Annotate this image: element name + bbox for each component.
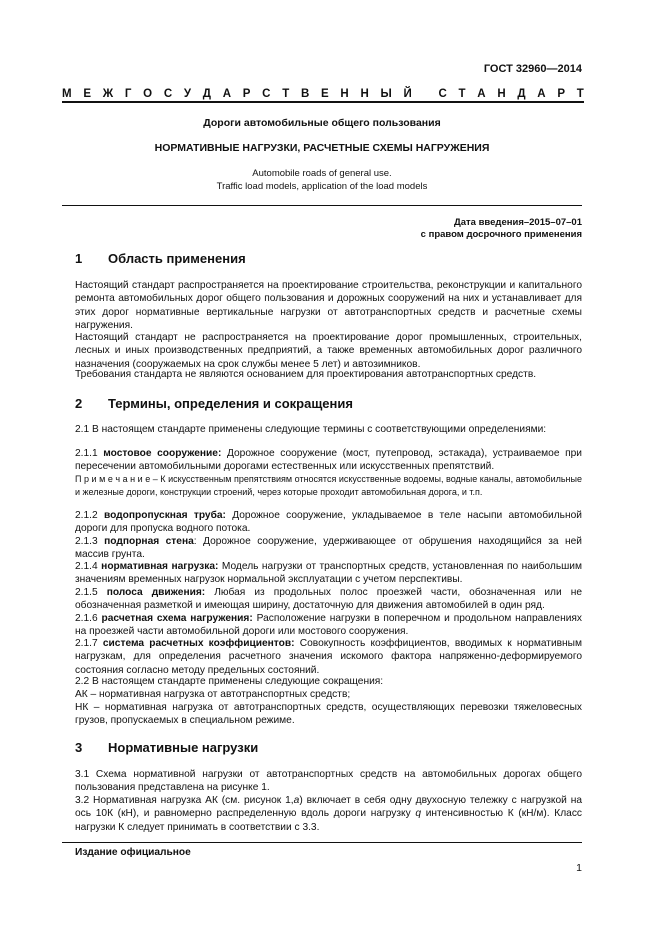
standard-title-letter: Т bbox=[282, 88, 290, 100]
term-definition: 2.1.4 нормативная нагрузка: Модель нагрузки от транспортных средств, установленная по наибольшим значениям временных нагрузок нормальной эксплуатации с учетом перспективы. bbox=[75, 561, 582, 586]
standard-title-letter: Т bbox=[576, 88, 584, 100]
term: нормативная нагрузка: bbox=[101, 561, 219, 572]
standard-title-letter: Ж bbox=[102, 88, 114, 100]
document-title: НОРМАТИВНЫЕ НАГРУЗКИ, РАСЧЕТНЫЕ СХЕМЫ НАГРУЖЕНИЯ bbox=[154, 142, 490, 154]
term: подпорная стена bbox=[104, 536, 194, 547]
early-application-note: с правом досрочного применения bbox=[420, 229, 582, 240]
standard-title-letter: У bbox=[183, 88, 192, 100]
standard-type-title bbox=[62, 88, 584, 100]
standard-title-letter: О bbox=[143, 88, 153, 100]
standard-title-letter bbox=[424, 88, 427, 100]
standard-title-letter: Н bbox=[360, 88, 369, 100]
gost-code: ГОСТ 32960—2014 bbox=[483, 63, 582, 75]
standard-title-letter: Д bbox=[517, 88, 526, 100]
term-definition: 2.1.5 полоса движения: Любая из продольных полос проезжей части, обозначенная или не обозначенная разметкой и имеющая ширину, достаточную для движения автомобилей в один ряд. bbox=[75, 587, 582, 612]
standard-title-letter: А bbox=[222, 88, 232, 100]
standard-title-letter: Ы bbox=[380, 88, 392, 100]
standard-title-letter: Н bbox=[497, 88, 506, 100]
standard-title-letter: С bbox=[438, 88, 447, 100]
term: система расчетных коэффициентов: bbox=[102, 638, 295, 649]
document-subject: Дороги автомобильные общего пользования bbox=[203, 117, 441, 129]
note: П р и м е ч а н и е – К искусственным препятствиям относятся искусственные водоемы, водные каналы, автомобильные и железные дороги, конструкции строений, через которые проходит автомобильная дорога, и т.п. bbox=[75, 474, 582, 497]
standard-title-letter: Т bbox=[458, 88, 466, 100]
standard-title-letter: Р bbox=[242, 88, 251, 100]
paragraph: 2.1 В настоящем стандарте применены следующие термины с соответствующими определениями: bbox=[75, 424, 547, 435]
section-title: Область применения bbox=[108, 251, 246, 266]
term-definition: 2.1.6 расчетная схема нагружения: Расположение нагрузки в поперечном и продольном направлениях на проезжей части автомобильной дороги или мостового сооружения. bbox=[75, 613, 582, 638]
paragraph: 3.2 Нормативная нагрузка АК (см. рисунок 1,а) включает в себя одну двухосную тележку с нагрузкой на ось 10К (кН), и равномерно распределенную вдоль дороги нагрузку q интенсивностью К (кН/м). Класс нагрузки К следует принимать в соответствии с 3.3. bbox=[75, 795, 583, 833]
term: расчетная схема нагружения: bbox=[101, 613, 253, 624]
term-definition: 2.1.7 система расчетных коэффициентов: Совокупность коэффициентов, вводимых к нормативным нагрузкам, для определения расчетного значения искомого фактора напряженно-деформируемого состояния согласно методу предельных состояний. bbox=[75, 638, 582, 676]
standard-title-letter: А bbox=[537, 88, 546, 100]
abbreviation: НК – нормативная нагрузка от автотранспортных средств, осуществляющих перевозки тяжеловесных грузов, пропускаемых в специальном режиме. bbox=[75, 702, 582, 727]
section-number: 2 bbox=[75, 396, 83, 411]
standard-title-letter: Г bbox=[124, 88, 132, 100]
term: водопропускная труба: bbox=[103, 510, 226, 521]
introduction-date: Дата введения–2015–07–01 bbox=[453, 217, 582, 228]
term-definition: 2.1.1 мостовое сооружение: Дорожное сооружение (мост, путепровод, эстакада), устраиваемое при пересечении автомобильными дорогами естественных или искусственных препятствий. bbox=[75, 448, 582, 473]
standard-title-letter: С bbox=[262, 88, 271, 100]
paragraph: Настоящий стандарт не распространяется на проектирование дорог промышленных, строительных, лесных и иных производственных предприятий, а также временных автомобильных дорог различного назначения (сооружаемых на срок службы менее 5 лет) и автозимников. bbox=[75, 332, 582, 370]
standard-title-letter: С bbox=[163, 88, 173, 100]
section-number: 3 bbox=[75, 740, 83, 755]
standard-title-letter: Е bbox=[83, 88, 91, 100]
standard-title-letter: А bbox=[477, 88, 486, 100]
header-divider bbox=[62, 101, 584, 103]
standard-title-letter: В bbox=[300, 88, 310, 100]
section-title: Термины, определения и сокращения bbox=[108, 396, 353, 411]
standard-title-letter: М bbox=[62, 88, 72, 100]
paragraph: 2.2 В настоящем стандарте применены следующие сокращения: bbox=[75, 676, 384, 687]
paragraph: 3.1 Схема нормативной нагрузки от автотранспортных средств на автомобильных дорогах общего пользования представлена на рисунке 1. bbox=[75, 769, 582, 794]
footer-divider bbox=[62, 842, 582, 843]
standard-title-letter: Е bbox=[321, 88, 329, 100]
english-title-line-1: Automobile roads of general use. bbox=[252, 168, 392, 179]
standard-title-letter: Р bbox=[557, 88, 566, 100]
term-definition: 2.1.2 водопропускная труба: Дорожное сооружение, укладываемое в теле насыпи автомобильной дороги для пропуска водного потока. bbox=[75, 510, 582, 535]
title-divider bbox=[62, 205, 582, 206]
standard-title-letter: Д bbox=[202, 88, 211, 100]
section-title: Нормативные нагрузки bbox=[108, 740, 259, 755]
term: мостовое сооружение: bbox=[103, 448, 222, 459]
english-title-line-2: Traffic load models, application of the load models bbox=[216, 181, 428, 192]
paragraph: Настоящий стандарт распространяется на проектирование строительства, реконструкции и капитального ремонта автомобильных дорог общего пользования и дорожных сооружений на них и устанавливает для этих дорог нормативные вертикальные нагрузки от автотранспортных средств и расчетные схемы нагружения. bbox=[75, 280, 582, 332]
standard-title-letter: Н bbox=[340, 88, 349, 100]
page-number: 1 bbox=[576, 862, 582, 874]
standard-title-letter: Й bbox=[403, 88, 412, 100]
term: полоса движения: bbox=[106, 587, 206, 598]
note-label: П р и м е ч а н и е bbox=[75, 474, 151, 484]
term-definition: 2.1.3 подпорная стена: Дорожное сооружение, удерживающее от обрушения находящийся за ней массив грунта. bbox=[75, 536, 582, 561]
paragraph: Требования стандарта не являются основанием для проектирования автотранспортных средств. bbox=[75, 369, 537, 380]
abbreviation: АК – нормативная нагрузка от автотранспортных средств; bbox=[75, 689, 351, 700]
section-number: 1 bbox=[75, 251, 83, 266]
edition-label: Издание официальное bbox=[75, 847, 191, 858]
